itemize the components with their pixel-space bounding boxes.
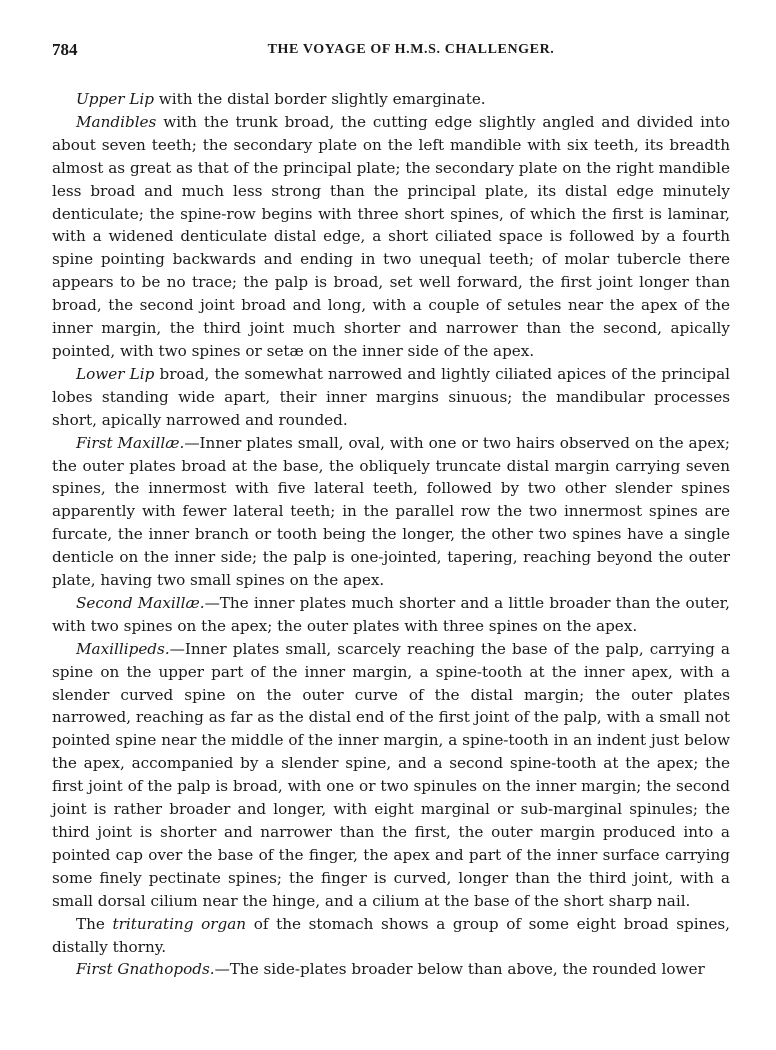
pre-triturating-organ: The [76, 914, 113, 933]
text-mandibles: with the trunk broad, the cutting edge slightly angled and divided into about seven teeth; the secondary plate on the left mandible with six teeth, its breadth almost as great as that of the principal plate; the secondary plate on the right mandible less broad and much less strong than the principal plate, its distal edge minutely denticulate; the spine-row begins with three short spines, of which the first is laminar, with a widened denticulate distal edge, a short ciliated space is followed by a fourth spine pointing backwards and ending in two unequal teeth; of molar tubercle there appears to be no trace; the palp is broad, set well forward, the first joint longer than broad, the second joint broad and long, with a couple of setules near the apex of the inner margin, the third joint much shorter and narrower than the second, apically pointed, with two spines or setæ on the inner side of the apex. [52, 112, 730, 360]
paragraph-lower-lip [52, 363, 730, 432]
document-page [52, 40, 730, 981]
paragraph-first-gnathopods [52, 958, 730, 981]
heading-first-gnathopods: First Gnathopods. [76, 960, 215, 979]
paragraph-second-maxillae [52, 592, 730, 638]
text-triturating-organ: of the stomach shows a group of some eight broad spines, distally thorny. [52, 914, 730, 956]
heading-second-maxillae: Second Maxillæ. [76, 593, 205, 612]
heading-mandibles: Mandibles [76, 112, 157, 131]
page-number: 784 [52, 40, 78, 59]
heading-first-maxillae: First Maxillæ. [76, 433, 185, 452]
heading-upper-lip: Upper Lip [76, 90, 154, 108]
heading-maxillipeds: Maxillipeds. [76, 639, 170, 658]
paragraph-triturating-organ [52, 913, 730, 959]
heading-lower-lip: Lower Lip [76, 364, 155, 383]
text-second-maxillae: —The inner plates much shorter and a little broader than the outer, with two spines on the apex; the outer plates with three spines on the apex. [52, 593, 730, 635]
paragraph-first-maxillae [52, 432, 730, 592]
paragraph-mandibles [52, 111, 730, 363]
paragraph-maxillipeds [52, 638, 730, 913]
text-first-gnathopods: —The side-plates broader below than above, the rounded lower [214, 960, 705, 979]
running-head: THE VOYAGE OF H.M.S. CHALLENGER. [267, 42, 555, 57]
body-text [52, 88, 730, 981]
page-header [52, 40, 730, 66]
text-maxillipeds: —Inner plates small, scarcely reaching the base of the palp, carrying a spine on the upper part of the inner margin, a spine-tooth at the inner apex, with a slender curved spine on the outer curve of the distal margin; the outer plates narrowed, reaching as far as the distal end of the first joint of the palp, with a small not pointed spine near the middle of the inner margin, a spine-tooth in an indent just below the apex, accompanied by a slender spine, and a second spine-tooth at the apex; the first joint of the palp is broad, with one or two spinules on the inner margin; the second joint is rather broader and longer, with eight marginal or sub-marginal spinules; the third joint is shorter and narrower than the first, the outer margin produced into a pointed cap over the base of the finger, the apex and part of the inner surface carrying some finely pectinate spines; the finger is curved, longer than the third joint, with a small dorsal cilium near the hinge, and a cilium at the base of the short sharp nail. [52, 639, 730, 910]
paragraph-upper-lip [52, 88, 730, 111]
text-first-maxillae: —Inner plates small, oval, with one or two hairs observed on the apex; the outer plates broad at the base, the obliquely truncate distal margin carrying seven spines, the innermost with five lateral teeth, followed by two other slender spines apparently with fewer lateral teeth; in the parallel row the two innermost spines are furcate, the inner branch or tooth being the longer, the other two spines have a single denticle on the inner side; the palp is one-jointed, tapering, reaching beyond the outer plate, having two small spines on the apex. [52, 433, 731, 590]
text-upper-lip: with the distal border slightly emarginate. [153, 90, 486, 108]
text-lower-lip: broad, the somewhat narrowed and lightly ciliated apices of the principal lobes standing wide apart, their inner margins sinuous; the mandibular processes short, apically narrowed and rounded. [52, 364, 730, 429]
term-triturating-organ: triturating organ [112, 914, 247, 933]
